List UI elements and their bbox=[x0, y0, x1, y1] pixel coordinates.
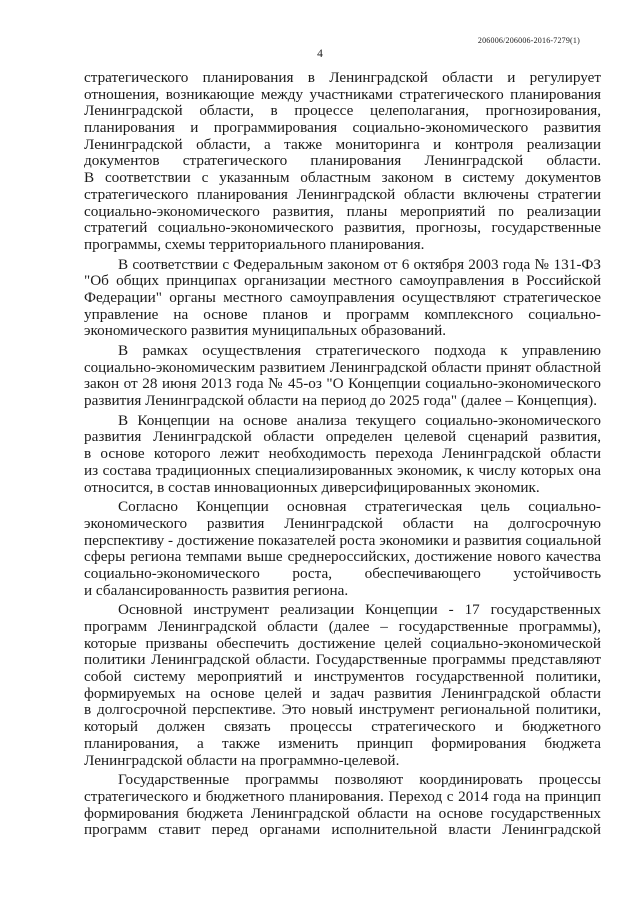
text-line: Ленинградской области, в процессе целеполагания, прогнозирования, bbox=[84, 103, 601, 120]
text-line: Основной инструмент реализации Концепции - 17 государственных bbox=[118, 602, 601, 619]
text-line: планирования и программирования социально-экономического развития bbox=[84, 120, 601, 137]
text-line: программ Ленинградской области (далее – государственные программы), bbox=[84, 619, 601, 635]
text-line: социально-экономического роста, обеспечивающего устойчивость bbox=[84, 565, 601, 582]
text-line: Федерации" органы местного самоуправления осуществляют стратегическое bbox=[84, 289, 601, 306]
text-line: закон от 28 июня 2013 года № 45-оз "О Концепции социально-экономического bbox=[84, 376, 601, 393]
text-line: В рамках осуществления стратегического подхода к управлению bbox=[118, 343, 601, 359]
text-line: отношения, возникающие между участниками стратегического планирования bbox=[84, 86, 601, 103]
text-line: относится, в состав инновационных диверсифицированных экономик. bbox=[84, 479, 540, 496]
text-line: развития Ленинградской области на период до 2025 года" (далее – Концепция). bbox=[84, 393, 598, 410]
paragraph bbox=[84, 602, 601, 769]
text-line: формирования бюджета Ленинградской области на основе государственных bbox=[84, 805, 601, 822]
text-line: развития Ленинградской области определен целевой сценарий развития, bbox=[84, 429, 601, 446]
text-line: в основе которого лежит необходимость перехода Ленинградской области bbox=[84, 446, 601, 463]
text-line: В соответствии с Федеральным законом от 6 октября 2003 года № 131-ФЗ bbox=[118, 256, 601, 273]
text-line: управление на основе планов и программ комплексного социально- bbox=[84, 306, 601, 323]
text-line: стратегического планирования Ленинградской области включены стратегии bbox=[84, 186, 601, 203]
text-line: Ленинградской области, а также мониторинга и контроля реализации bbox=[84, 136, 601, 153]
text-line: собой систему мероприятий и инструментов государственной политики, bbox=[84, 669, 601, 686]
paragraph bbox=[84, 772, 601, 839]
text-line: сферы региона темпами выше среднероссийских, достижение нового качества bbox=[84, 549, 601, 566]
paragraph bbox=[84, 70, 601, 254]
text-line: стратегического и бюджетного планирования. Переход с 2014 года на принцип bbox=[84, 788, 601, 805]
document-body bbox=[84, 70, 601, 842]
text-line: программы, схемы территориального планирования. bbox=[84, 236, 425, 253]
text-line: планирования, а также изменить принцип формирования бюджета bbox=[84, 735, 601, 752]
text-line: экономического развития муниципальных образований. bbox=[84, 323, 447, 340]
text-line: стратегического планирования в Ленинградской области и регулирует bbox=[84, 70, 601, 86]
text-line: формируемых на основе целей и задач развития Ленинградской области bbox=[84, 685, 601, 702]
text-line: стратегий социально-экономического развития, прогнозы, государственные bbox=[84, 220, 601, 237]
text-line: которые призваны обеспечить достижение целей социально-экономической bbox=[84, 635, 601, 652]
text-line: экономического развития Ленинградской области на долгосрочную bbox=[84, 515, 601, 532]
text-line: политики Ленинградской области. Государственные программы представляют bbox=[84, 652, 601, 669]
text-line: Государственные программы позволяют координировать процессы bbox=[118, 772, 601, 789]
paragraph bbox=[84, 499, 601, 599]
text-line: Ленинградской области на программно-целевой. bbox=[84, 752, 400, 769]
text-line: В Концепции на основе анализа текущего социально-экономического bbox=[118, 412, 601, 429]
document-code: 206006/206006-2016-7279(1) bbox=[477, 36, 580, 45]
text-line: В соответствии с указанным областным законом в систему документов bbox=[84, 170, 601, 187]
text-line: документов стратегического планирования Ленинградской области. bbox=[84, 153, 601, 170]
text-line: "Об общих принципах организации местного самоуправления в Российской bbox=[84, 273, 601, 290]
paragraph bbox=[84, 257, 601, 340]
text-line: перспективу - достижение показателей роста экономики и развития социальной bbox=[84, 532, 601, 549]
paragraph bbox=[84, 413, 601, 496]
text-line: который должен связать процессы стратегического и бюджетного bbox=[84, 719, 601, 736]
paragraph bbox=[84, 343, 601, 410]
page-number: 4 bbox=[317, 48, 323, 60]
text-line: Согласно Концепции основная стратегическая цель социально- bbox=[118, 499, 601, 516]
text-line: и сбалансированность развития региона. bbox=[84, 582, 349, 599]
text-line: программ ставит перед органами исполнительной власти Ленинградской bbox=[84, 822, 601, 839]
text-line: в долгосрочной перспективе. Это новый инструмент региональной политики, bbox=[84, 702, 601, 719]
text-line: из состава традиционных специализированных экономик, к числу которых она bbox=[84, 462, 601, 479]
text-line: социально-экономическим развитием Ленинградской области принят областной bbox=[84, 359, 601, 376]
text-line: социально-экономического развития, планы мероприятий по реализации bbox=[84, 203, 601, 220]
